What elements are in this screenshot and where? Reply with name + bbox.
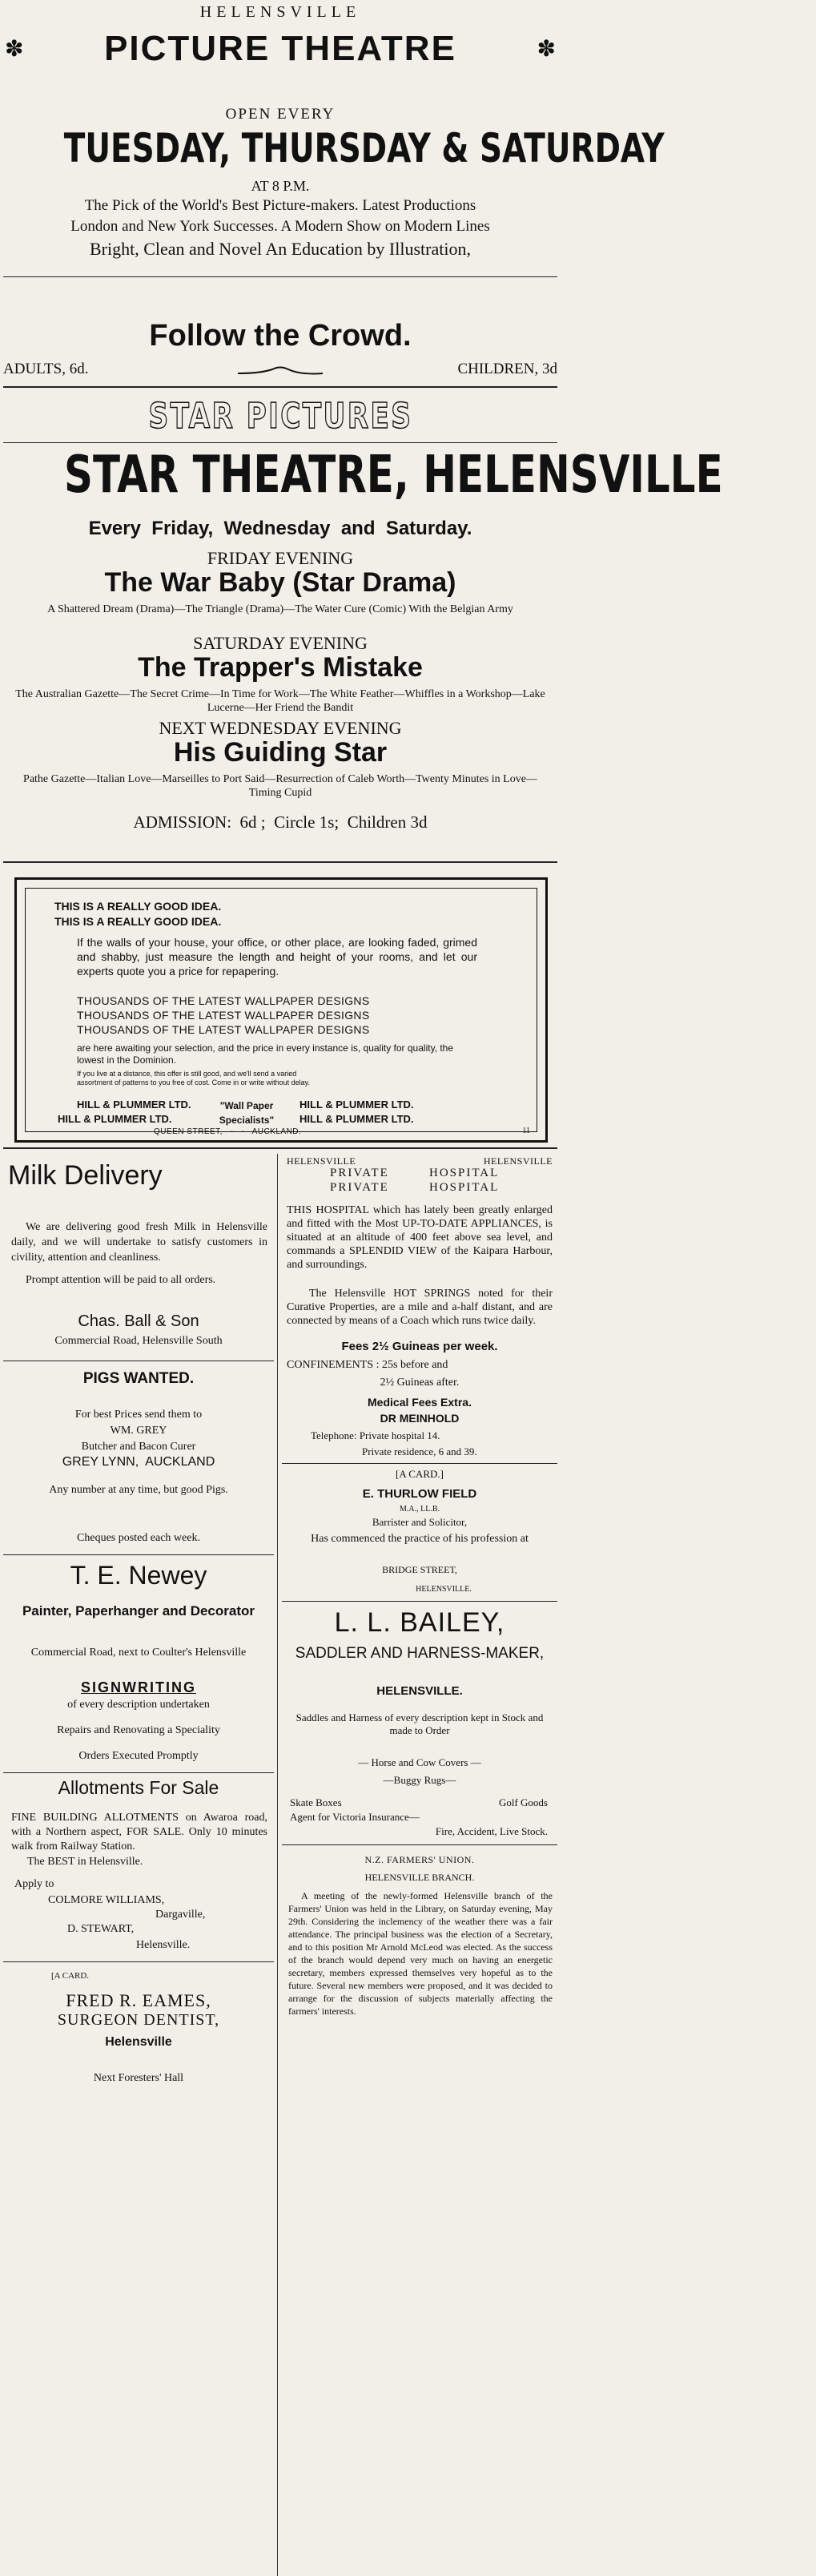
eames-town: Helensville bbox=[105, 2035, 172, 2049]
insurance-agent: Agent for Victoria Insurance— bbox=[290, 1811, 420, 1823]
theatre-line-1: The Pick of the World's Best Picture-makers. Latest Productions bbox=[84, 197, 476, 214]
union-branch: HELENSVILLE BRANCH. bbox=[364, 1872, 475, 1883]
sign-sub: of every description undertaken bbox=[67, 1699, 210, 1711]
firm-1: HILL & PLUMMER LTD. bbox=[77, 1099, 191, 1111]
rule bbox=[3, 386, 557, 388]
guineas-after: 2½ Guineas after. bbox=[380, 1377, 460, 1389]
ad-number: 11 bbox=[522, 1127, 530, 1135]
hospital-1: HOSPITAL bbox=[429, 1167, 500, 1179]
pigs-title: PIGS WANTED. bbox=[82, 1370, 195, 1387]
field-card: [A CARD.] bbox=[396, 1468, 444, 1480]
follow-crowd bbox=[3, 280, 557, 377]
newey-name: T. E. Newey bbox=[70, 1561, 207, 1590]
grey-trade: Butcher and Bacon Curer bbox=[81, 1441, 196, 1453]
wed-support: Pathe Gazette—Italian Love—Marseilles to Port Said—Resurrection of Caleb Worth—Twenty Minutes in Love—Timing Cupid bbox=[23, 773, 537, 799]
adults-price: ADULTS, 6d. bbox=[3, 361, 89, 377]
wallpaper-body: If the walls of your house, your office, or other place, are looking faded, grimed and shabby, just measure the length and height of your rooms, and let our experts quote you a price for repapering. bbox=[77, 936, 477, 978]
rule bbox=[3, 276, 557, 277]
theatre-line-2: London and New York Successes. A Modern Show on Modern Lines bbox=[70, 218, 490, 235]
firm-3: HILL & PLUMMER LTD. bbox=[299, 1099, 414, 1111]
flourish-right-icon: ✽ bbox=[537, 37, 556, 62]
rule bbox=[3, 442, 557, 443]
hosp-town-right: HELENSVILLE bbox=[483, 1155, 553, 1167]
apply-to: Apply to bbox=[14, 1878, 54, 1890]
skate-boxes: Skate Boxes bbox=[290, 1796, 342, 1808]
rule bbox=[3, 1554, 274, 1555]
dargaville: Dargaville, bbox=[155, 1909, 206, 1921]
sat-title: The Trapper's Mistake bbox=[138, 652, 423, 683]
flourish-left-icon: ✽ bbox=[5, 37, 24, 62]
rule bbox=[282, 1601, 557, 1602]
stewart-town: Helensville. bbox=[136, 1939, 191, 1951]
wallpaper-address: QUEEN STREET, - - AUCKLAND. bbox=[154, 1127, 302, 1136]
foresters: Next Foresters' Hall bbox=[93, 2072, 184, 2084]
field-street: BRIDGE STREET, bbox=[382, 1564, 457, 1575]
idea-2: THIS IS A REALLY GOOD IDEA. bbox=[54, 915, 222, 928]
allotments-best: The BEST in Helensville. bbox=[27, 1856, 143, 1868]
cheques: Cheques posted each week. bbox=[77, 1532, 200, 1544]
field-town: HELENSVILLE. bbox=[416, 1585, 472, 1594]
sat-support: The Australian Gazette—The Secret Crime—In Time for Work—The White Feather—Whiffles in a Workshop—Lake Lucerne—Her Friend the Bandit bbox=[15, 688, 545, 714]
rule bbox=[3, 1961, 274, 1962]
designs-2: THOUSANDS OF THE LATEST WALLPAPER DESIGNS bbox=[77, 1009, 370, 1022]
milk-prompt: Prompt attention will be paid to all orders. bbox=[26, 1274, 216, 1286]
firm-2: HILL & PLUMMER LTD. bbox=[58, 1113, 172, 1125]
medical-fees: Medical Fees Extra. bbox=[368, 1396, 472, 1409]
days-wrap bbox=[0, 125, 665, 171]
wallpaper-ad-inner bbox=[25, 888, 537, 1136]
union-title: N.Z. FARMERS' UNION. bbox=[364, 1854, 475, 1865]
insurance-types: Fire, Accident, Live Stock. bbox=[435, 1825, 548, 1837]
buggy-rugs: —Buggy Rugs— bbox=[383, 1774, 456, 1786]
idea-1: THIS IS A REALLY GOOD IDEA. bbox=[54, 900, 222, 913]
fri-title: The War Baby (Star Drama) bbox=[104, 567, 456, 598]
telephone: Telephone: Private hospital 14. bbox=[311, 1429, 440, 1441]
private-2: PRIVATE bbox=[330, 1181, 389, 1194]
wallpaper-distance: If you live at a distance, this offer is still good, and we'll send a varied assortment of patterns to you free of cost. Come in or write without delay. bbox=[77, 1070, 310, 1086]
hospital-body: THIS HOSPITAL which has lately been greatly enlarged and fitted with the Most UP-TO-DATE APPLIANCES, is situated at an altitude of 400 feet above sea level, and commands a SPLENDID VIEW of the Kaipara Harbour, and surroundings. bbox=[287, 1204, 553, 1271]
bailey-town: HELENSVILLE. bbox=[376, 1684, 463, 1698]
milk-body: We are delivering good fresh Milk in Helensville daily, and we will undertake to satisfy customers in civility, attention and cleanliness. bbox=[11, 1221, 267, 1264]
bailey-name: L. L. BAILEY, bbox=[334, 1607, 505, 1638]
bailey-trade: SADDLER AND HARNESS-MAKER, bbox=[295, 1645, 545, 1662]
newspaper-page bbox=[3, 0, 723, 2576]
confinements: CONFINEMENTS : 25s before and bbox=[287, 1359, 448, 1371]
field-name: E. THURLOW FIELD bbox=[362, 1487, 477, 1501]
stewart: D. STEWART, bbox=[67, 1923, 135, 1935]
theatre-title: PICTURE THEATRE bbox=[104, 29, 456, 68]
eames-name: FRED R. EAMES, bbox=[66, 1990, 211, 2010]
wallpaper-ad bbox=[14, 877, 548, 1143]
grey-name: WM. GREY bbox=[110, 1425, 167, 1437]
wed-title: His Guiding Star bbox=[173, 737, 388, 768]
hospital-2: HOSPITAL bbox=[429, 1181, 500, 1194]
rule bbox=[3, 1772, 274, 1773]
allotments-title: Allotments For Sale bbox=[58, 1777, 219, 1798]
ball-address: Commercial Road, Helensville South bbox=[54, 1335, 223, 1347]
rule bbox=[282, 1463, 557, 1464]
residence: Private residence, 6 and 39. bbox=[362, 1445, 477, 1457]
rule bbox=[3, 1147, 557, 1149]
union-body: A meeting of the newly-formed Helensville branch of the Farmers' Union was held in the Library, on Saturday evening, May 29th. Considering the inclemency of the weather there was a fair attendance. The principal business was the election of a Secretary, and to this position Mr Arnold McLeod was elected. As the success of the branch would depend very much on having an energetic secretary, members expressed themselves very hopeful as to the future. Several new members were proposed, and it was decided to arrange for the discussion of subjects materially affecting the farmers' interests. bbox=[288, 1890, 553, 2017]
designs-3: THOUSANDS OF THE LATEST WALLPAPER DESIGNS bbox=[77, 1023, 370, 1036]
star-theatre-wrap bbox=[0, 445, 723, 505]
open-every: OPEN EVERY bbox=[225, 106, 336, 123]
horse-covers: — Horse and Cow Covers — bbox=[358, 1756, 481, 1768]
star-heading-wrap bbox=[3, 396, 557, 437]
flourish-icon bbox=[236, 365, 324, 377]
picture-theatre-ad bbox=[3, 0, 665, 290]
hospital-springs: The Helensville HOT SPRINGS noted for their Curative Properties, are a mile and a-half distant, and are connected by means of a Coach which runs twice daily. bbox=[287, 1288, 553, 1327]
pigs-body: For best Prices send them to bbox=[74, 1409, 203, 1421]
slogan: Follow the Crowd. bbox=[149, 319, 412, 353]
hospital-fees: Fees 2½ Guineas per week. bbox=[341, 1340, 498, 1353]
milk-title: Milk Delivery bbox=[8, 1160, 163, 1191]
signwriting: SIGNWRITING bbox=[81, 1679, 196, 1695]
show-time: AT 8 P.M. bbox=[251, 178, 310, 194]
eames-title: SURGEON DENTIST, bbox=[57, 2011, 220, 2029]
wallpaper-specialists: "Wall Paper Specialists" bbox=[219, 1100, 275, 1126]
star-heading: STAR PICTURES bbox=[148, 396, 412, 437]
field-degree: M.A., LL.B. bbox=[400, 1505, 440, 1514]
signwriting-wrap bbox=[3, 1679, 274, 1696]
bailey-body: Saddles and Harness of every description kept in Stock and made to Order bbox=[295, 1711, 544, 1736]
star-pictures-ad bbox=[3, 389, 723, 858]
firm-4: HILL & PLUMMER LTD. bbox=[299, 1113, 414, 1125]
children-price: CHILDREN, 3d bbox=[457, 361, 557, 377]
field-role: Barrister and Solicitor, bbox=[372, 1516, 468, 1528]
theatre-town: HELENSVILLE bbox=[199, 3, 361, 21]
rule bbox=[282, 1844, 557, 1845]
theatre-line-3: Bright, Clean and Novel An Education by Illustration, bbox=[90, 239, 471, 259]
rule bbox=[3, 861, 557, 863]
newey-address: Commercial Road, next to Coulter's Helensville bbox=[30, 1647, 247, 1659]
golf-goods: Golf Goods bbox=[498, 1796, 548, 1808]
hosp-town-left: HELENSVILLE bbox=[287, 1155, 356, 1167]
repairs: Repairs and Renovating a Speciality bbox=[57, 1724, 220, 1736]
grey-address: GREY LYNN, AUCKLAND bbox=[62, 1455, 215, 1469]
wallpaper-body-2: are here awaiting your selection, and the price in every instance is, quality for quality, the lowest in the Dominion. bbox=[77, 1042, 454, 1066]
private-1: PRIVATE bbox=[330, 1167, 389, 1179]
pigs-any: Any number at any time, but good Pigs. bbox=[49, 1484, 228, 1496]
field-body: Has commenced the practice of his profession at bbox=[311, 1533, 529, 1545]
colmore: COLMORE WILLIAMS, bbox=[48, 1894, 165, 1906]
doctor: DR MEINHOLD bbox=[380, 1412, 460, 1425]
ball-name: Chas. Ball & Son bbox=[78, 1312, 199, 1330]
wed-label: NEXT WEDNESDAY EVENING bbox=[159, 718, 402, 738]
sat-label: SATURDAY EVENING bbox=[193, 633, 368, 653]
allotments-body: FINE BUILDING ALLOTMENTS on Awaroa road, with a Northern aspect, FOR SALE. Only 10 minutes walk from Railway Station. bbox=[11, 1812, 267, 1852]
column-rule bbox=[277, 1154, 278, 2576]
fri-label: FRIDAY EVENING bbox=[207, 548, 354, 568]
theatre-days: TUESDAY, THURSDAY & SATURDAY bbox=[63, 125, 665, 171]
admission: ADMISSION: 6d ; Circle 1s; Children 3d bbox=[133, 812, 428, 832]
card-label: [A CARD. bbox=[51, 1971, 90, 1981]
star-theatre-name: STAR THEATRE, HELENSVILLE bbox=[64, 445, 723, 505]
orders-executed: Orders Executed Promptly bbox=[78, 1750, 199, 1762]
newey-trade: Painter, Paperhanger and Decorator bbox=[22, 1603, 255, 1619]
designs-1: THOUSANDS OF THE LATEST WALLPAPER DESIGNS bbox=[77, 994, 370, 1007]
fri-support: A Shattered Dream (Drama)—The Triangle (Drama)—The Water Cure (Comic) With the Belgian Army bbox=[47, 603, 513, 615]
star-days: Every Friday, Wednesday and Saturday. bbox=[88, 518, 472, 539]
